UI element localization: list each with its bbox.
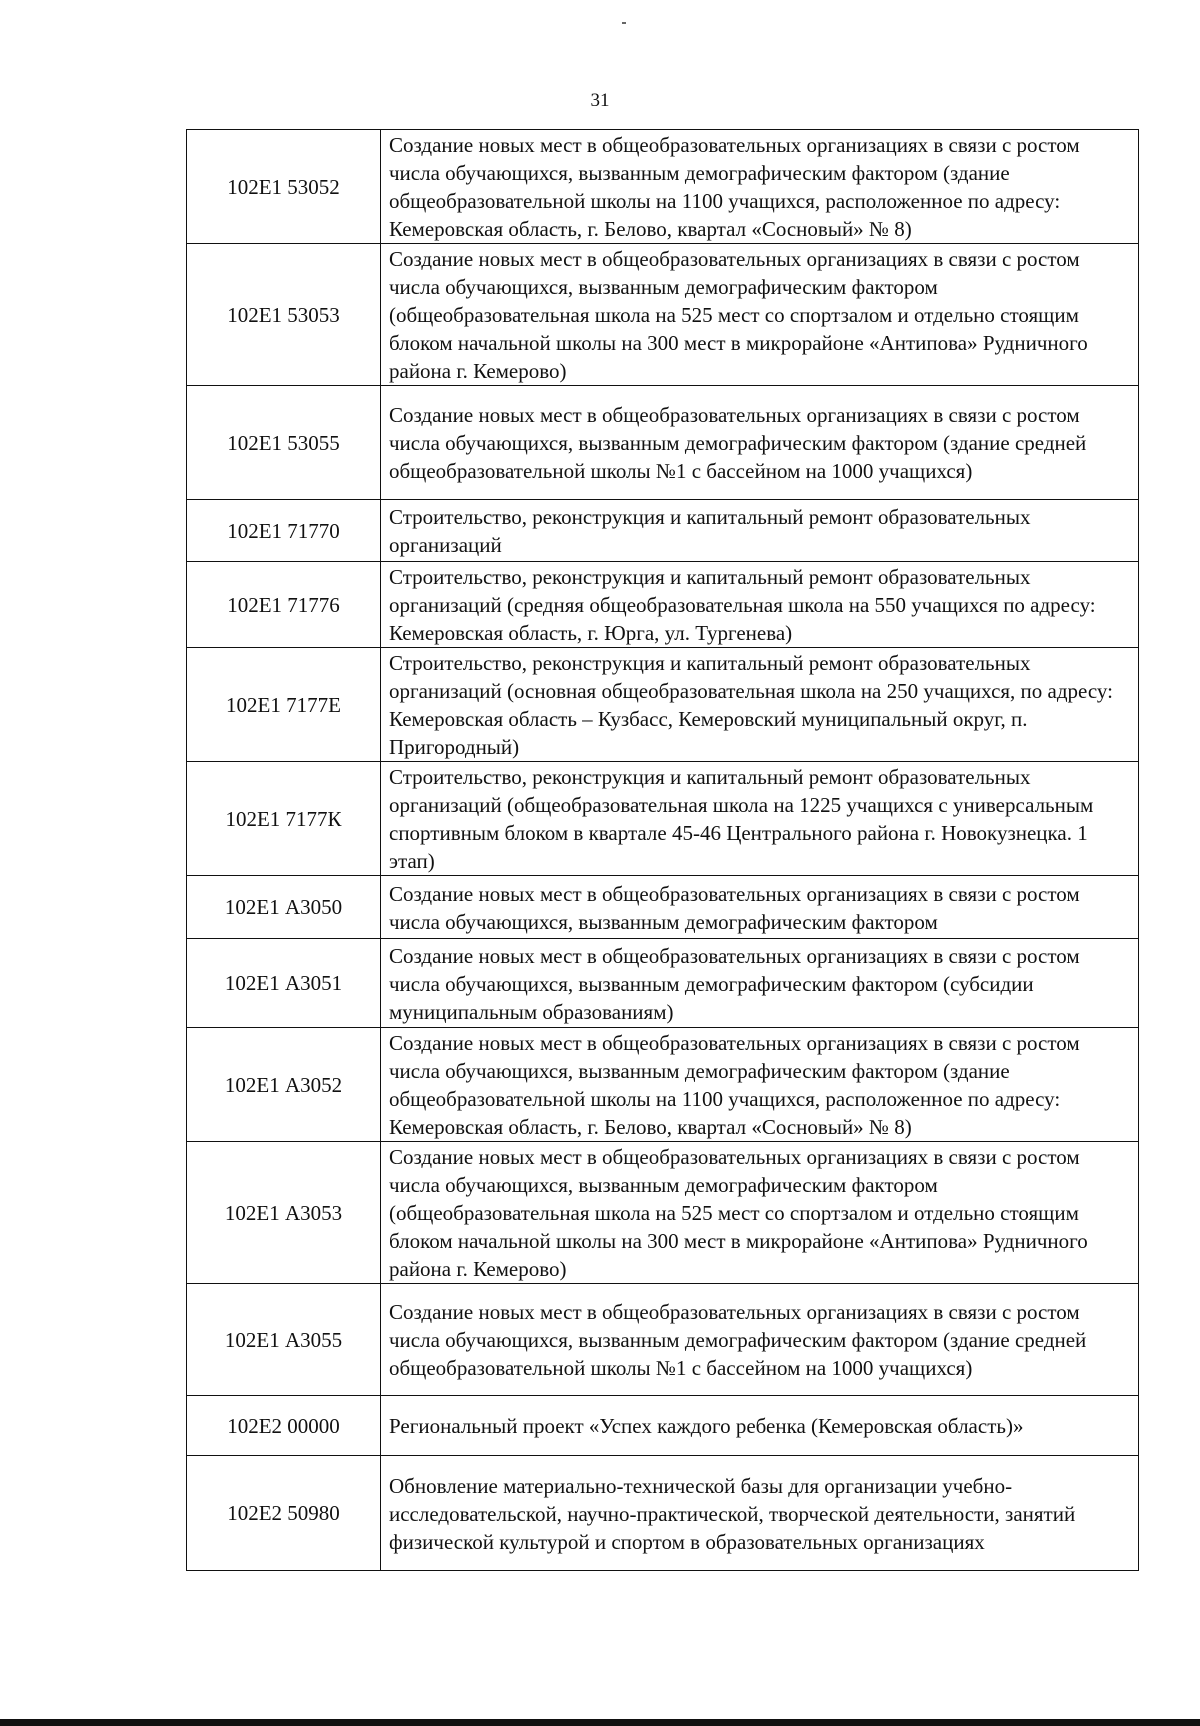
row-description: Создание новых мест в общеобразовательных организациях в связи с ростом числа обучающихся, вызванным демографическим фактором (здание средней общеобразовательной школы №1 с бассейном на 1000 учащихся) <box>381 386 1139 500</box>
row-code: 102Е2 50980 <box>187 1456 381 1571</box>
table-row <box>187 939 1139 1028</box>
table-row <box>187 648 1139 762</box>
row-code: 102Е2 00000 <box>187 1396 381 1456</box>
row-code: 102Е1 71770 <box>187 500 381 562</box>
row-code: 102Е1 А3052 <box>187 1028 381 1142</box>
row-description: Строительство, реконструкция и капитальный ремонт образовательных организаций (средняя общеобразовательная школа на 550 учащихся по адресу: Кемеровская область, г. Юрга, ул. Тургенева) <box>381 562 1139 648</box>
row-description: Региональный проект «Успех каждого ребенка (Кемеровская область)» <box>381 1396 1139 1456</box>
row-description: Создание новых мест в общеобразовательных организациях в связи с ростом числа обучающихся, вызванным демографическим фактором (здание общеобразовательной школы на 1100 учащихся, расположенное по адресу: Кемеровская область, г. Белово, квартал «Сосновый» № 8) <box>381 130 1139 244</box>
row-description: Создание новых мест в общеобразовательных организациях в связи с ростом числа обучающихся, вызванным демографическим фактором (общеобразовательная школа на 525 мест со спортзалом и отдельно стоящим блоком начальной школы на 300 мест в микрорайоне «Антипова» Рудничного района г. Кемерово) <box>381 1142 1139 1284</box>
table-row <box>187 1142 1139 1284</box>
budget-classification-table <box>186 129 1139 1571</box>
table-row <box>187 1284 1139 1396</box>
row-description: Создание новых мест в общеобразовательных организациях в связи с ростом числа обучающихся, вызванным демографическим фактором (общеобразовательная школа на 525 мест со спортзалом и отдельно стоящим блоком начальной школы на 300 мест в микрорайоне «Антипова» Рудничного района г. Кемерово) <box>381 244 1139 386</box>
row-description: Строительство, реконструкция и капитальный ремонт образовательных организаций (основная общеобразовательная школа на 250 учащихся, по адресу: Кемеровская область – Кузбасс, Кемеровский муниципальный округ, п. Пригородный) <box>381 648 1139 762</box>
row-code: 102Е1 53055 <box>187 386 381 500</box>
table-row <box>187 1396 1139 1456</box>
row-description: Обновление материально-технической базы для организации учебно-исследовательской, научно-практической, творческой деятельности, занятий физической культурой и спортом в образовательных организациях <box>381 1456 1139 1571</box>
row-description: Создание новых мест в общеобразовательных организациях в связи с ростом числа обучающихся, вызванным демографическим фактором (здание общеобразовательной школы на 1100 учащихся, расположенное по адресу: Кемеровская область, г. Белово, квартал «Сосновый» № 8) <box>381 1028 1139 1142</box>
row-description: Строительство, реконструкция и капитальный ремонт образовательных организаций (общеобразовательная школа на 1225 учащихся с универсальным спортивным блоком в квартале 45-46 Центрального района г. Новокузнецка. 1 этап) <box>381 762 1139 876</box>
table-row <box>187 500 1139 562</box>
table-row <box>187 762 1139 876</box>
row-code: 102Е1 53053 <box>187 244 381 386</box>
scan-bottom-edge <box>0 1719 1200 1726</box>
scan-mark <box>622 22 626 24</box>
table-row <box>187 244 1139 386</box>
row-description: Создание новых мест в общеобразовательных организациях в связи с ростом числа обучающихся, вызванным демографическим фактором (здание средней общеобразовательной школы №1 с бассейном на 1000 учащихся) <box>381 1284 1139 1396</box>
row-description: Создание новых мест в общеобразовательных организациях в связи с ростом числа обучающихся, вызванным демографическим фактором <box>381 876 1139 939</box>
row-code: 102Е1 7177Е <box>187 648 381 762</box>
table-row <box>187 1028 1139 1142</box>
page-number: 31 <box>590 90 610 111</box>
row-code: 102Е1 А3053 <box>187 1142 381 1284</box>
table-row <box>187 562 1139 648</box>
row-code: 102Е1 53052 <box>187 130 381 244</box>
row-description: Строительство, реконструкция и капитальный ремонт образовательных организаций <box>381 500 1139 562</box>
table-row <box>187 1456 1139 1571</box>
row-code: 102Е1 7177К <box>187 762 381 876</box>
row-code: 102Е1 71776 <box>187 562 381 648</box>
row-code: 102Е1 А3050 <box>187 876 381 939</box>
row-code: 102Е1 А3051 <box>187 939 381 1028</box>
table-row <box>187 876 1139 939</box>
table-row <box>187 386 1139 500</box>
table-row <box>187 130 1139 244</box>
row-description: Создание новых мест в общеобразовательных организациях в связи с ростом числа обучающихся, вызванным демографическим фактором (субсидии муниципальным образованиям) <box>381 939 1139 1028</box>
row-code: 102Е1 А3055 <box>187 1284 381 1396</box>
